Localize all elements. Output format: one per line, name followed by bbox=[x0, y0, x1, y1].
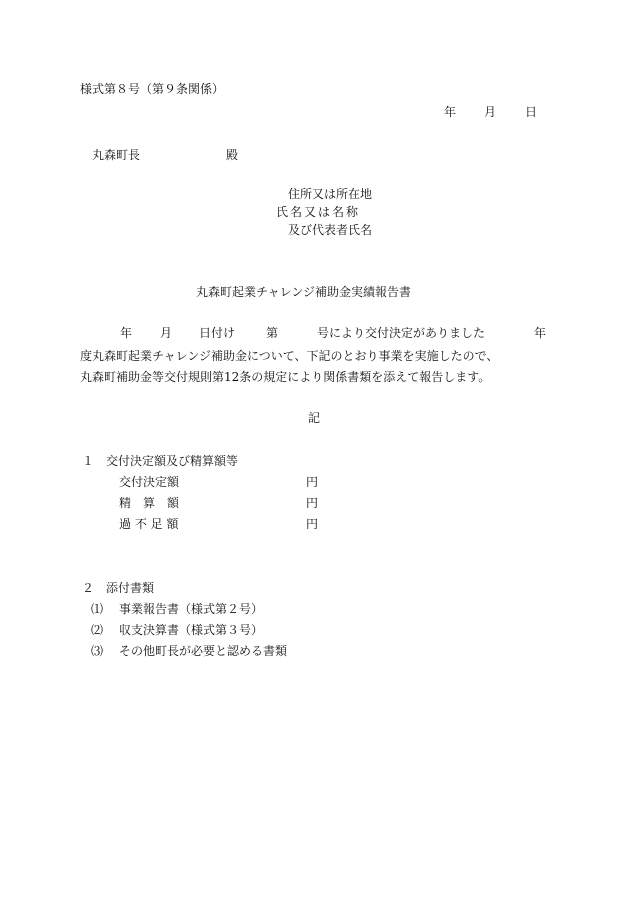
row-unit: 円 bbox=[306, 496, 319, 510]
applicant-name-label: 氏名又は名称 bbox=[276, 205, 361, 219]
row-label-decided-amount: 交付決定額 bbox=[119, 475, 180, 489]
list-item-number: ⑴ bbox=[91, 602, 104, 616]
body-fiscal-year: 年 bbox=[534, 326, 547, 340]
body-decision: 号により交付決定がありました bbox=[317, 326, 486, 340]
list-item-number: ⑶ bbox=[91, 644, 104, 658]
row-unit: 円 bbox=[306, 517, 319, 531]
date-month: 月 bbox=[484, 105, 497, 119]
date-day: 日 bbox=[525, 105, 538, 119]
addressee-honorific: 殿 bbox=[226, 148, 239, 162]
body-line-3: 丸森町補助金等交付規則第12条の規定により関係書類を添えて報告します。 bbox=[80, 370, 491, 384]
list-item-text: 事業報告書（様式第２号） bbox=[119, 602, 264, 616]
ki-heading: 記 bbox=[308, 411, 321, 425]
addressee-name: 丸森町長 bbox=[92, 148, 141, 162]
body-dai: 第 bbox=[266, 326, 279, 340]
list-item-number: ⑵ bbox=[91, 623, 104, 637]
section-1-heading: 交付決定額及び精算額等 bbox=[106, 454, 239, 468]
date-year: 年 bbox=[444, 105, 457, 119]
section-1-number: １ bbox=[82, 454, 95, 468]
list-item-text: 収支決算書（様式第３号） bbox=[119, 623, 264, 637]
applicant-rep-label: 及び代表者氏名 bbox=[288, 223, 373, 237]
row-label-difference: 過 不 足 額 bbox=[119, 517, 179, 531]
document-title: 丸森町起業チャレンジ補助金実績報告書 bbox=[196, 285, 412, 299]
body-line-2: 度丸森町起業チャレンジ補助金について、下記のとおり事業を実施したので、 bbox=[80, 349, 499, 363]
row-label-settled-amount: 精 算 額 bbox=[119, 496, 180, 510]
list-item-text: その他町長が必要と認める書類 bbox=[119, 644, 288, 658]
applicant-address-label: 住所又は所在地 bbox=[288, 187, 373, 201]
section-2-number: ２ bbox=[82, 581, 95, 595]
form-number: 様式第８号（第９条関係） bbox=[80, 82, 225, 96]
body-date-suffix: 日付け bbox=[199, 326, 236, 340]
section-2-heading: 添付書類 bbox=[106, 581, 155, 595]
row-unit: 円 bbox=[306, 475, 319, 489]
body-year: 年 bbox=[120, 326, 133, 340]
body-month: 月 bbox=[160, 326, 173, 340]
